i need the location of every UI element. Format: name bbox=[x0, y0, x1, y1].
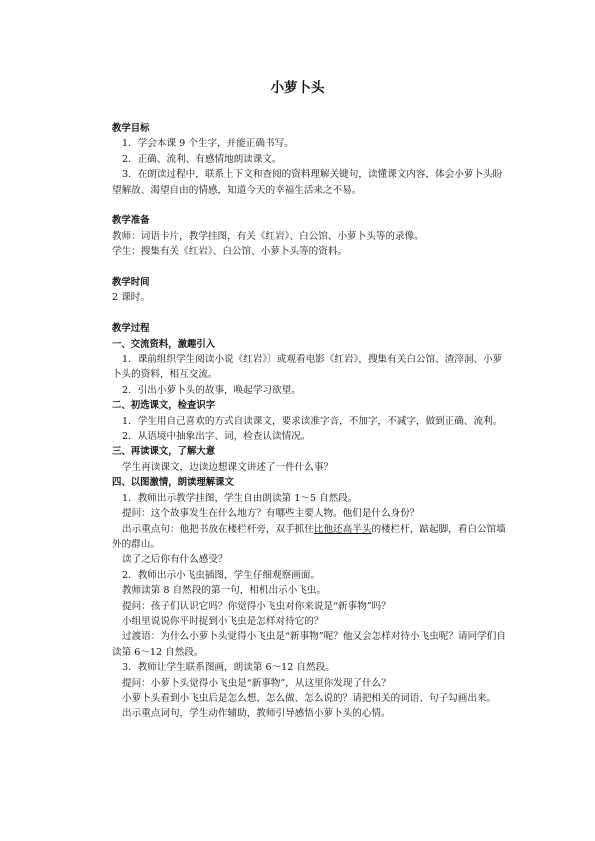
section-1-para-2: 2．引出小萝卜头的故事，唤起学习欲望。 bbox=[122, 384, 301, 396]
spacer bbox=[112, 260, 508, 275]
process-heading: 教学过程 bbox=[112, 323, 150, 335]
section-4-para-8: 小组里说说你平时捉到小飞虫是怎样对待它的？ bbox=[122, 615, 324, 627]
prep-teacher: 教师：词语卡片，教学挂图，有关《红岩》、白公馆、小萝卜头等的录像。 bbox=[112, 230, 424, 242]
goal-item-2: 2．正确、流利、有感情地朗读课文。 bbox=[122, 153, 282, 165]
section-4-title: 四、以图激情，朗读理解课文 bbox=[112, 477, 234, 489]
section-4-para-7: 提问：孩子们认识它吗？你觉得小飞虫对你来说是“新事物”吗？ bbox=[122, 600, 391, 612]
section-4-para-1: 1．教师出示教学挂图，学生自由朗读第 1～5 自然段。 bbox=[122, 492, 358, 504]
section-4-para-5: 2．教师出示小飞虫插图，学生仔细观察画面。 bbox=[122, 569, 320, 581]
section-4-para-13: 出示重点词句，学生动作辅助，教师引导感悟小萝卜头的心情。 bbox=[122, 708, 391, 720]
section-4-para-10: 3．教师让学生联系图画，朗读第 6～12 自然段。 bbox=[122, 662, 335, 674]
key-phrase-underlined: 比他还高半头 bbox=[313, 523, 372, 535]
spacer bbox=[112, 306, 508, 321]
section-2-para-2: 2．从语境中抽象出字、词，检查认读情况。 bbox=[122, 431, 311, 443]
goals-heading: 教学目标 bbox=[112, 123, 150, 134]
section-4-para-2: 提问：这个故事发生在什么地方？有哪些主要人物。他们是什么身份？ bbox=[122, 508, 420, 520]
goal-item-1: 1．学会本课 9 个生字，并能正确书写。 bbox=[122, 138, 294, 150]
key-sentence-start: 出示重点句：他把书放在楼栏杆旁，双手抓住 bbox=[122, 523, 314, 535]
goal-item-3: 3．在朗读过程中，联系上下文和查阅的资料理解关键句，读懂课文内容，体会小萝卜头盼望解放、渴望自由的情感，知道今天的幸福生活来之不易。 bbox=[112, 169, 503, 196]
spacer bbox=[112, 198, 508, 213]
key-sentence-end: 的楼栏杆，踮起脚，看白公馆墙外的群山。 bbox=[112, 523, 506, 550]
document-body bbox=[112, 121, 508, 722]
page-title: 小萝卜头 bbox=[270, 80, 325, 96]
section-4-para-6: 教师读第 8 自然段的第一句，相机出示小飞虫。 bbox=[122, 585, 327, 597]
section-4-para-4: 读了之后你有什么感受？ bbox=[122, 554, 228, 566]
section-3-title: 三、再读课文，了解大意 bbox=[112, 446, 216, 458]
section-1-para-1: 1．课前组织学生阅读小说《红岩》〕或观看电影《红岩》，搜集有关白公馆、渣滓洞、小萝卜头的资料，相互交流。 bbox=[112, 354, 503, 381]
prep-student: 学生：搜集有关《红岩》、白公馆、小萝卜头等的资料。 bbox=[112, 246, 348, 258]
section-2-para-1: 1．学生用自己喜欢的方式自读课文，要求读准字音，不加字，不减字，做到正确、流利。 bbox=[122, 415, 503, 427]
time-value: 2 课时。 bbox=[112, 292, 150, 304]
time-heading: 教学时间 bbox=[112, 277, 150, 289]
section-4-para-9: 过渡语：为什么小萝卜头觉得小飞虫是“新事物”呢？他又会怎样对待小飞虫呢？请同学们自读第 6～12 自然段。 bbox=[112, 631, 506, 658]
section-4-para-12: 小萝卜头看到小飞虫后是怎么想、怎么做、怎么说的？请把相关的词语、句子勾画出来。 bbox=[122, 692, 497, 704]
section-4-para-3 bbox=[112, 522, 508, 553]
section-1-title: 一、交流资料，激趣引入 bbox=[112, 338, 216, 350]
prep-heading: 教学准备 bbox=[112, 215, 150, 227]
section-4-para-11: 提问：小萝卜头觉得小飞虫是“新事物”，从这里你发现了什么？ bbox=[122, 677, 391, 689]
section-2-title: 二、初选课文，检查识字 bbox=[112, 400, 216, 412]
section-3-para-1: 学生再读课文，边读边想课文讲述了一件什么事？ bbox=[122, 461, 334, 473]
